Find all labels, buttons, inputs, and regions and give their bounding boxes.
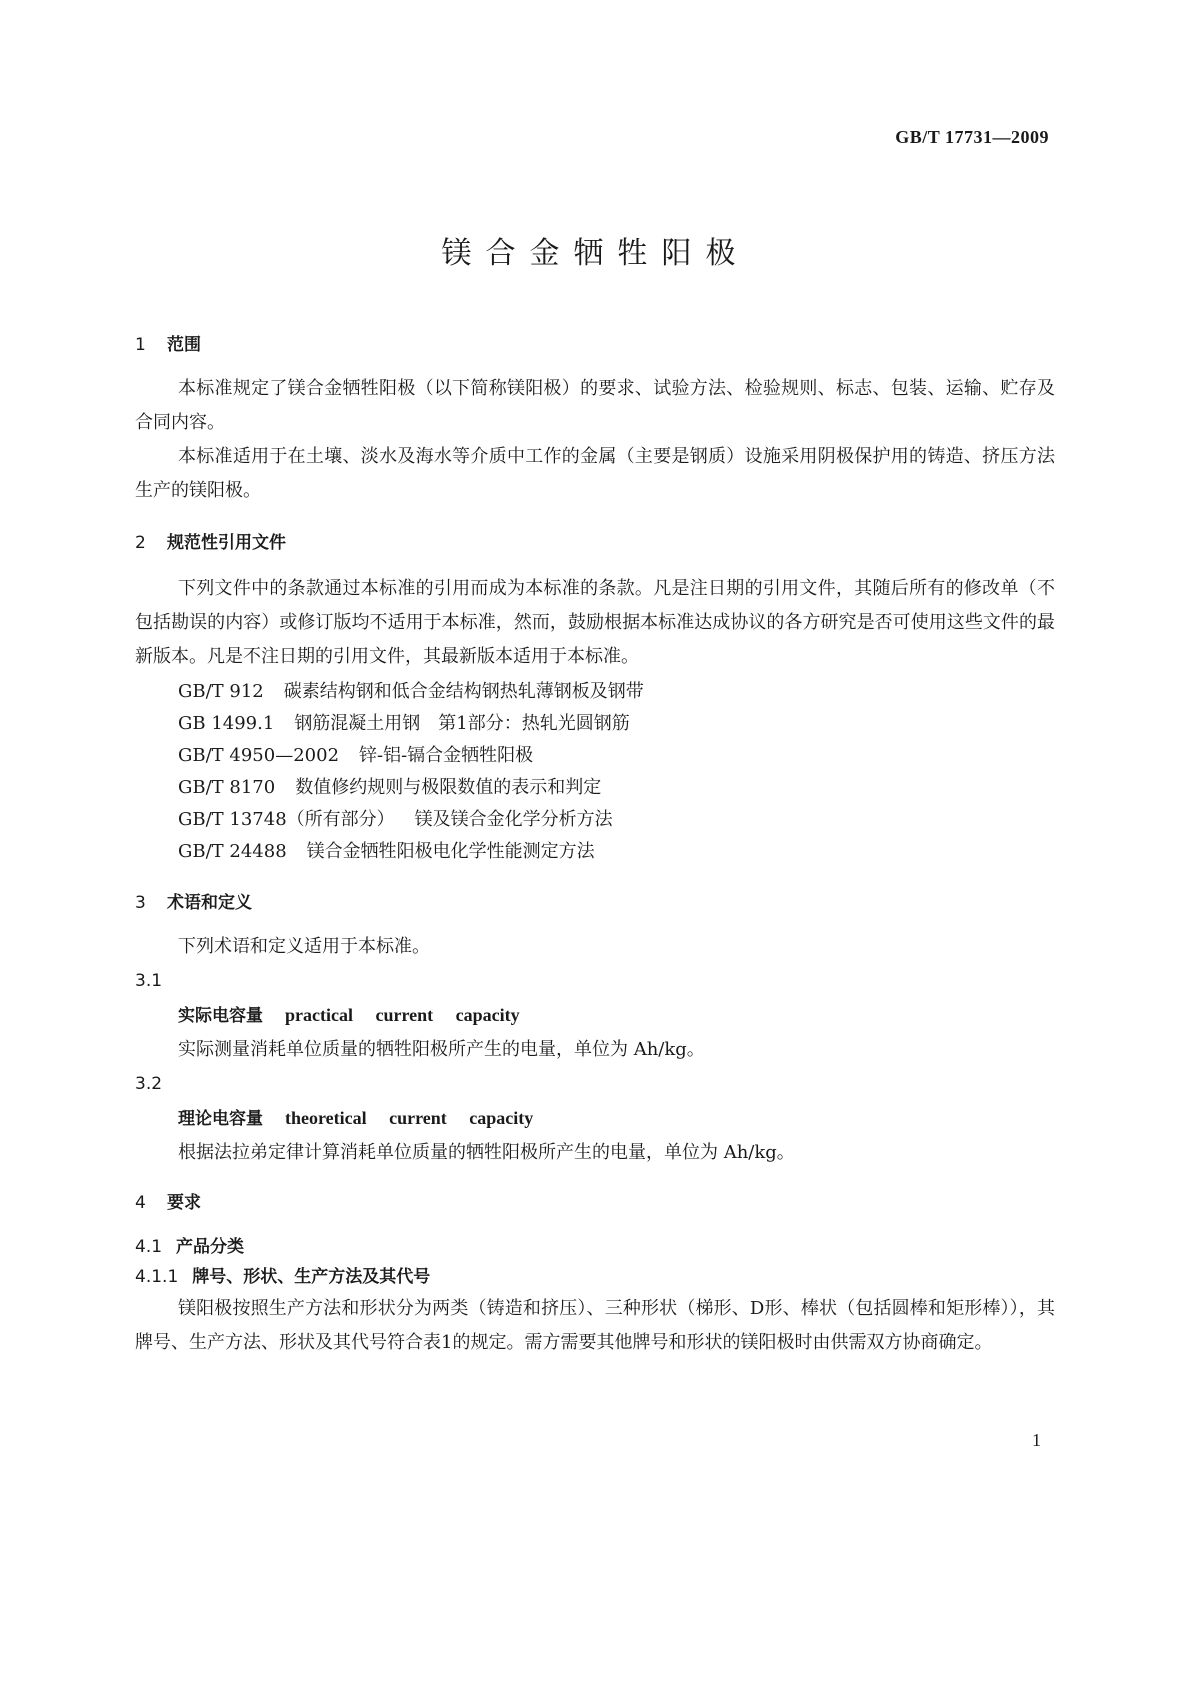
reference-code: GB/T 13748（所有部分） [178, 809, 395, 830]
document-title: 镁合金牺牲阳极 [441, 236, 750, 271]
term-en: theoretical current capacity [285, 1108, 534, 1128]
reference-code: GB/T 24488 [178, 841, 287, 862]
reference-code: GB/T 912 [178, 681, 264, 702]
term-definition: 实际测量消耗单位质量的牺牲阳极所产生的电量，单位为 Ah/kg。 [178, 1039, 705, 1060]
paragraph: 下列文件中的条款通过本标准的引用而成为本标准的条款。凡是注日期的引用文件，其随后所有的修改单（不包括勘误的内容）或修订版均不适用于本标准，然而，鼓励根据本标准达成协议的各方研究是否可使用这些文件的最新版本。凡是不注日期的引用文件，其最新版本适用于本标准。 [135, 578, 1055, 667]
subsection-number: 4.1 [135, 1237, 163, 1257]
subsection-number: 4.1.1 [135, 1267, 179, 1287]
reference-title: 钢筋混凝土用钢 第1部分：热轧光圆钢筋 [294, 713, 630, 734]
standard-number: GB/T 17731—2009 [895, 127, 1049, 147]
term-zh: 理论电容量 [178, 1109, 263, 1129]
reference-item [135, 708, 1055, 740]
reference-item [135, 772, 1055, 804]
reference-item [135, 836, 1055, 868]
reference-code: GB/T 8170 [178, 777, 276, 798]
term-number: 3.1 [135, 971, 163, 991]
paragraph: 下列术语和定义适用于本标准。 [178, 936, 430, 957]
reference-list [135, 676, 1055, 868]
reference-code: GB 1499.1 [178, 713, 275, 734]
term-zh: 实际电容量 [178, 1006, 263, 1026]
section-heading-requirements [135, 1188, 1055, 1216]
reference-code: GB/T 4950—2002 [178, 745, 340, 766]
section-number: 1 [135, 335, 146, 355]
term-en: practical current capacity [285, 1005, 520, 1025]
section-heading-scope [135, 330, 1055, 358]
reference-title: 镁合金牺牲阳极电化学性能测定方法 [306, 841, 595, 862]
reference-item [135, 804, 1055, 836]
section-title: 范围 [167, 335, 201, 355]
section-number: 3 [135, 893, 146, 913]
reference-item [135, 740, 1055, 772]
section-title: 规范性引用文件 [167, 533, 286, 553]
paragraph: 本标准适用于在土壤、淡水及海水等介质中工作的金属（主要是钢质）设施采用阴极保护用的铸造、挤压方法生产的镁阳极。 [135, 446, 1055, 501]
term-definition: 根据法拉弟定律计算消耗单位质量的牺牲阳极所产生的电量，单位为 Ah/kg。 [178, 1142, 795, 1163]
subsection-heading [135, 1232, 1055, 1262]
section-title: 术语和定义 [167, 893, 252, 913]
reference-title: 数值修约规则与极限数值的表示和判定 [295, 777, 602, 798]
section-number: 2 [135, 533, 146, 553]
section-heading-normative-references [135, 528, 1055, 556]
term-number: 3.2 [135, 1074, 163, 1094]
reference-title: 锌-铝-镉合金牺牲阳极 [359, 745, 534, 766]
reference-title: 镁及镁合金化学分析方法 [414, 809, 613, 830]
section-heading-terms-definitions [135, 888, 1055, 916]
paragraph: 镁阳极按照生产方法和形状分为两类（铸造和挤压）、三种形状（梯形、D形、棒状（包括圆棒和矩形棒）），其牌号、生产方法、形状及其代号符合表1的规定。需方需要其他牌号和形状的镁阳极时由供需双方协商确定。 [135, 1298, 1055, 1353]
subsection-title: 产品分类 [176, 1237, 245, 1257]
paragraph: 本标准规定了镁合金牺牲阳极（以下简称镁阳极）的要求、试验方法、检验规则、标志、包装、运输、贮存及合同内容。 [135, 378, 1055, 433]
term-heading [135, 998, 1055, 1033]
page-number: 1 [1032, 1430, 1041, 1450]
subsection-title: 牌号、形状、生产方法及其代号 [192, 1267, 431, 1287]
subsection-heading [135, 1262, 1055, 1292]
section-number: 4 [135, 1193, 146, 1213]
reference-item [135, 676, 1055, 708]
term-heading [135, 1101, 1055, 1136]
document-body [135, 330, 1055, 1360]
reference-title: 碳素结构钢和低合金结构钢热轧薄钢板及钢带 [283, 681, 644, 702]
section-title: 要求 [167, 1193, 201, 1213]
